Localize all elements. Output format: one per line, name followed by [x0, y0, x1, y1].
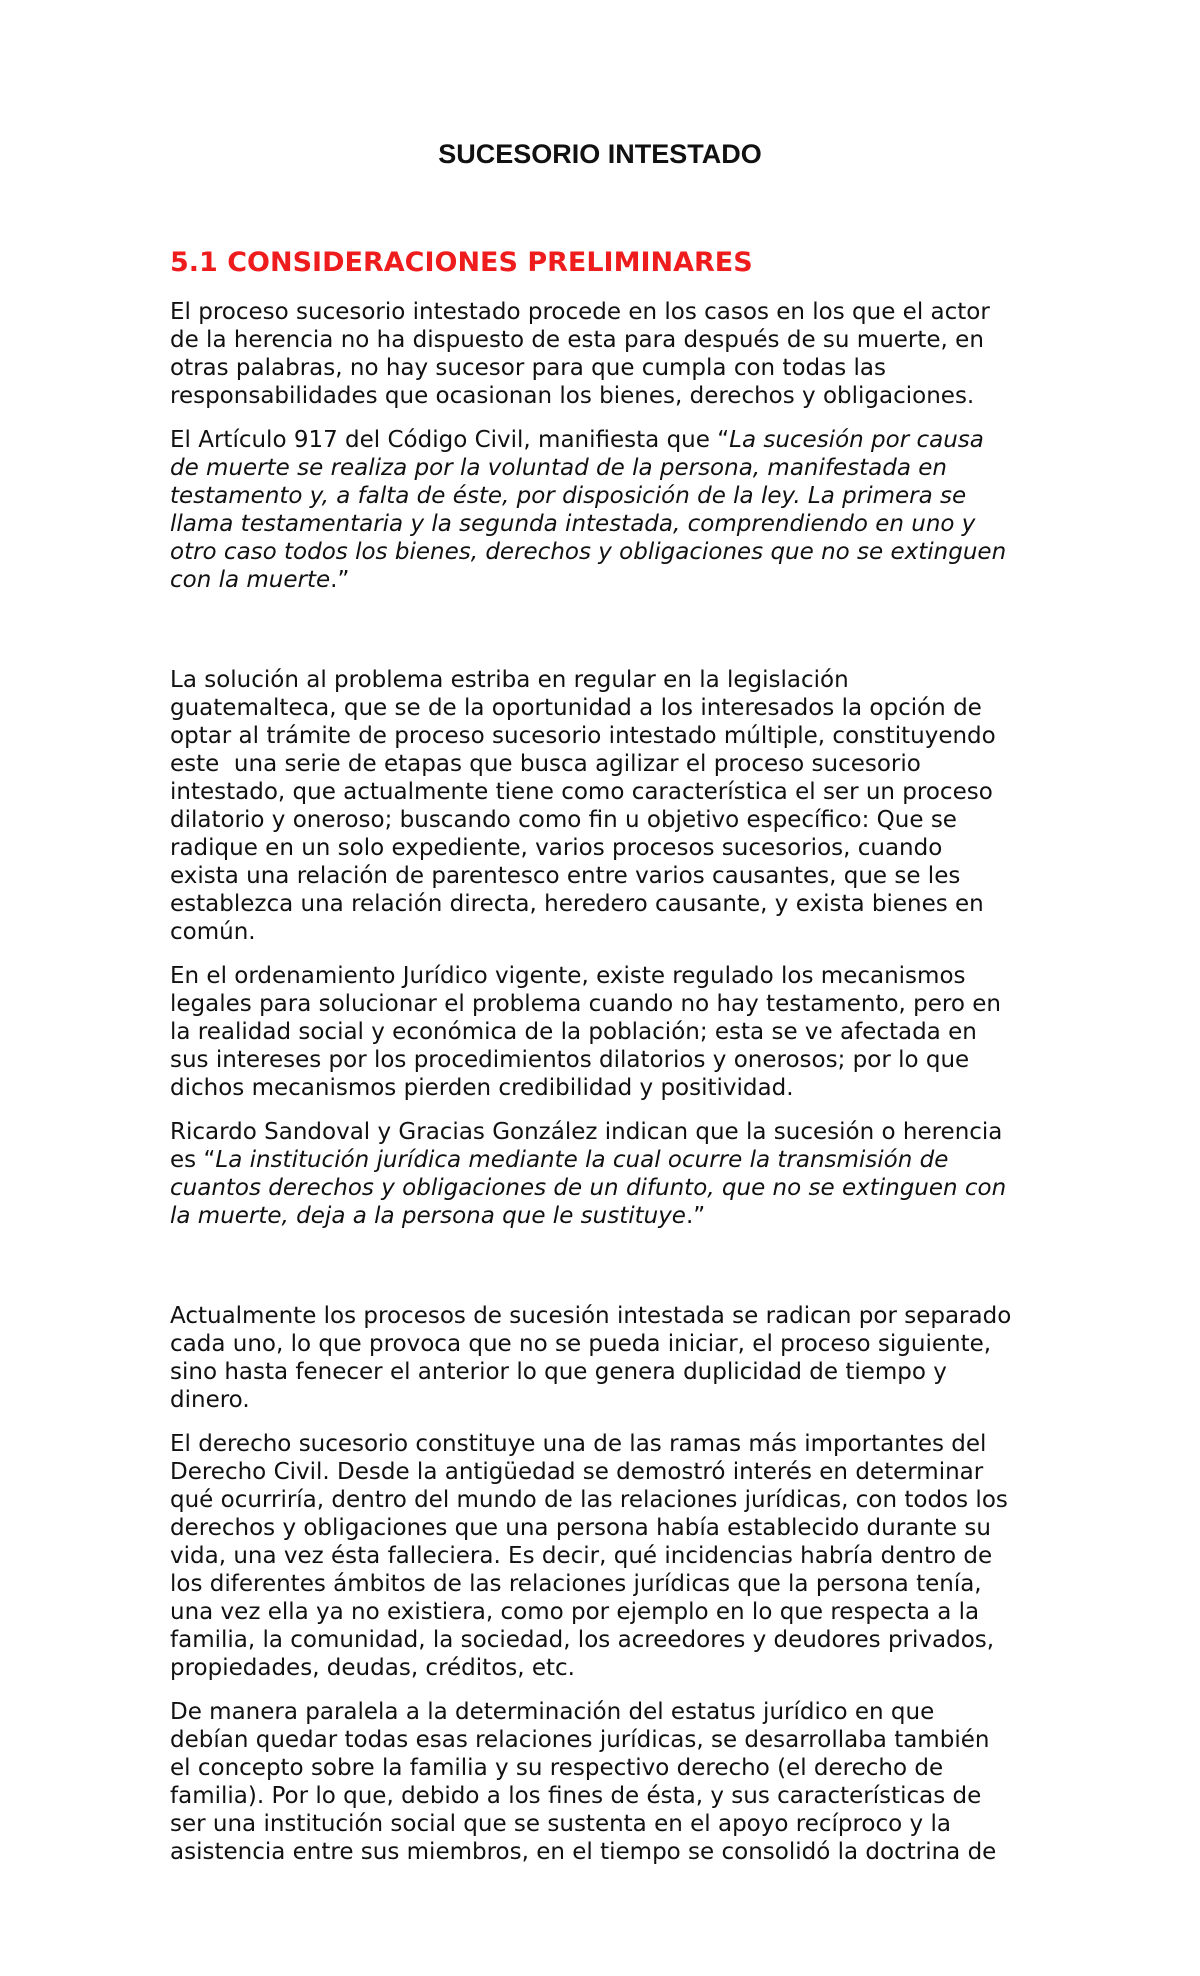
paragraph-8: De manera paralela a la determinación del estatus jurídico en que debían quedar todas esas relaciones jurídicas, se desarrollaba también el concepto sobre la familia y su respectivo derecho (el derecho de familia). Por lo que, debido a los fines de ésta, y sus características de ser una institución social que se sustenta en el apoyo recíproco y la asistencia entre sus miembros, en el tiempo se consolidó la doctrina de — [170, 1699, 997, 1865]
paragraph-7: El derecho sucesorio constituye una de las ramas más importantes del Derecho Civil. Desde la antigüedad se demostró interés en determinar qué ocurriría, dentro del mundo de las relaciones jurídicas, con todos los derechos y obligaciones que una persona había establecido durante su vida, una vez ésta falleciera. Es decir, qué incidencias habría dentro de los diferentes ámbitos de las relaciones jurídicas que la persona tenía, una vez ella ya no existiera, como por ejemplo en lo que respecta a la familia, la comunidad, la sociedad, los acreedores y deudores privados, propiedades, deudas, créditos, etc. — [170, 1431, 1008, 1681]
paragraph-spacer — [170, 610, 1050, 666]
document-body — [170, 246, 1050, 1882]
paragraph-2-article-917-quote: El Artículo 917 del Código Civil, manifiesta que “La sucesión por causa de muerte se realiza por la voluntad de la persona, manifestada en testamento y, a falta de éste, por disposición de la ley. La primera se llama testamentaria y la segunda intestada, comprendiendo en uno y otro caso todos los bienes, derechos y obligaciones que no se extinguen con la muerte.” — [170, 427, 1007, 593]
paragraph-3: La solución al problema estriba en regular en la legislación guatemalteca, que se de la oportunidad a los interesados la opción de optar al trámite de proceso sucesorio intestado múltiple, constituyendo este una serie de etapas que busca agilizar el proceso sucesorio intestado, que actualmente tiene como característica el ser un proceso dilatorio y oneroso; buscando como fin u objetivo específico: Que se radique en un solo expediente, varios procesos sucesorios, cuando exista una relación de parentesco entre varios causantes, que se les establezca una relación directa, heredero causante, y exista bienes en común. — [170, 667, 996, 945]
paragraph-4: En el ordenamiento Jurídico vigente, existe regulado los mecanismos legales para solucionar el problema cuando no hay testamento, pero en la realidad social y económica de la población; esta se ve afectada en sus intereses por los procedimientos dilatorios y onerosos; por lo que dichos mecanismos pierden credibilidad y positividad. — [170, 963, 1001, 1101]
document-title: SUCESORIO INTESTADO — [438, 139, 762, 169]
section-heading: 5.1 CONSIDERACIONES PRELIMINARES — [170, 247, 753, 278]
paragraph-spacer — [170, 1246, 1050, 1302]
paragraph-1: El proceso sucesorio intestado procede en los casos en los que el actor de la herencia no ha dispuesto de esta para después de su muerte, en otras palabras, no hay sucesor para que cumpla con todas las responsabilidades que ocasionan los bienes, derechos y obligaciones. — [170, 299, 990, 409]
paragraph-6: Actualmente los procesos de sucesión intestada se radican por separado cada uno, lo que provoca que no se pueda iniciar, el proceso siguiente, sino hasta fenecer el anterior lo que genera duplicidad de tiempo y dinero. — [170, 1303, 1012, 1413]
paragraph-5-sandoval-quote: Ricardo Sandoval y Gracias González indican que la sucesión o herencia es “La institución jurídica mediante la cual ocurre la transmisión de cuantos derechos y obligaciones de un difunto, que no se extinguen con la muerte, deja a la persona que le sustituye.” — [170, 1119, 1007, 1229]
